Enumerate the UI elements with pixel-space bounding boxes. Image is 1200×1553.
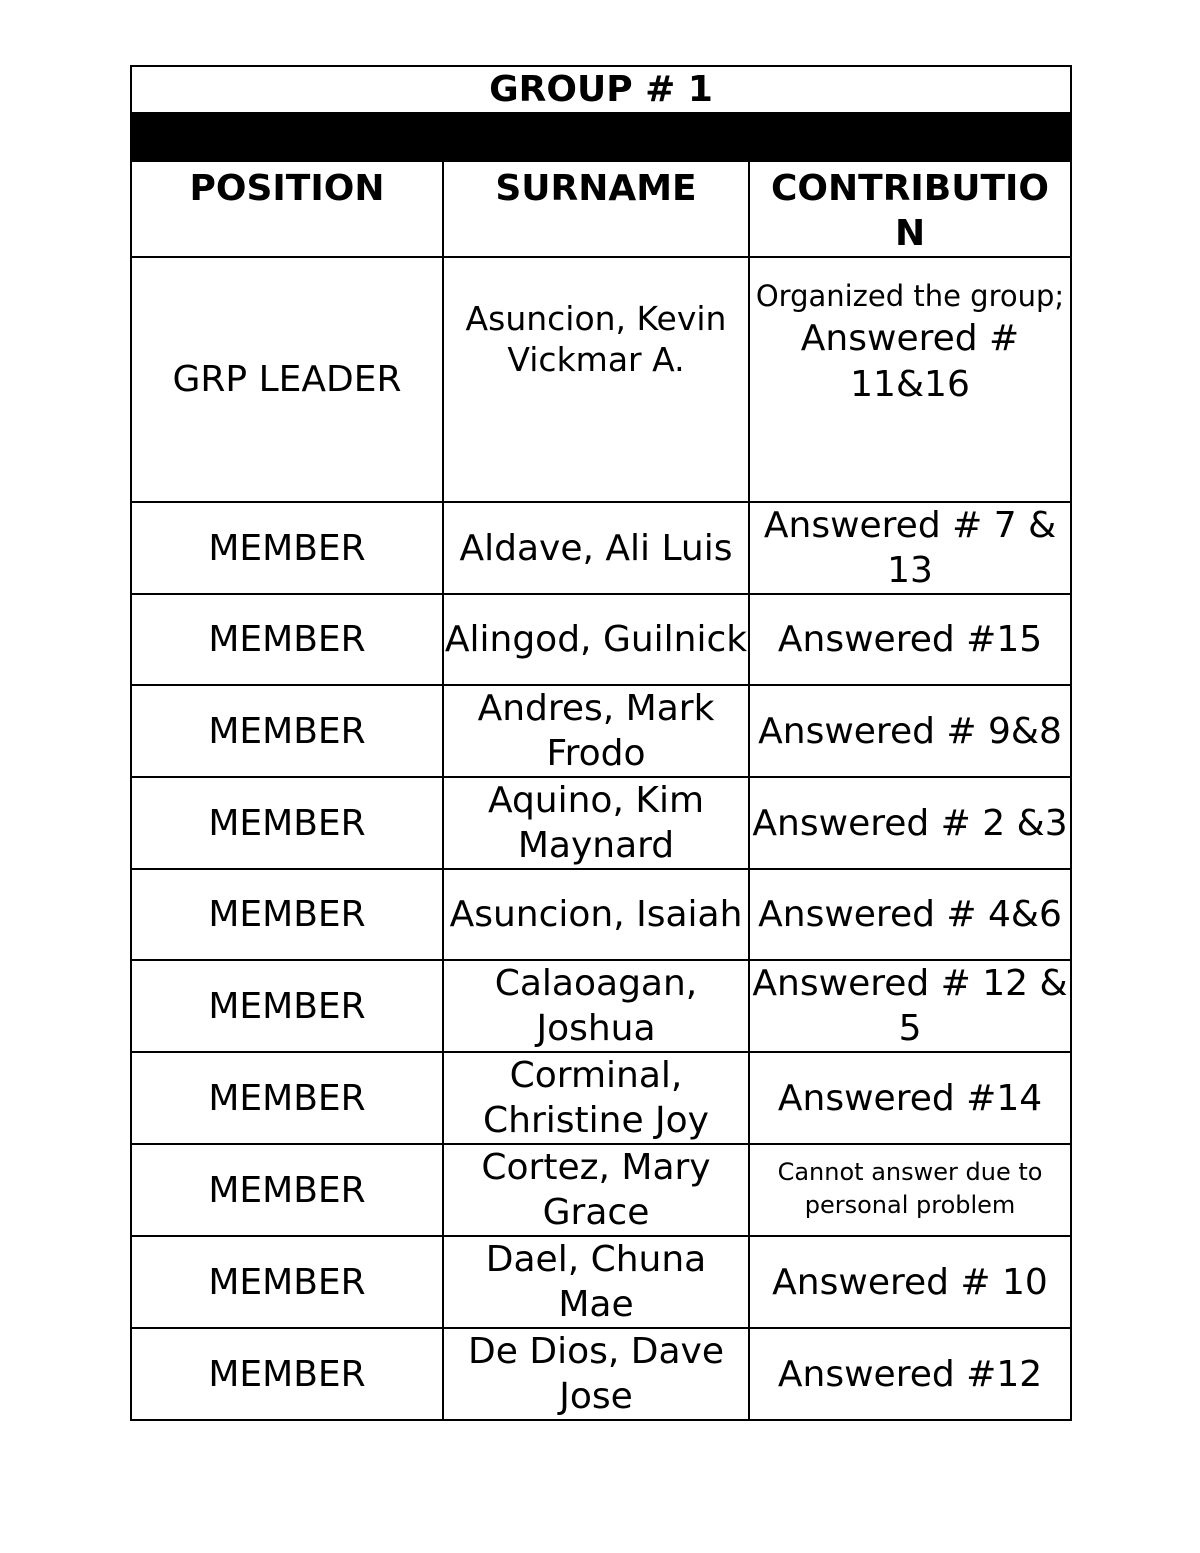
member-surname: Aldave, Ali Luis xyxy=(443,502,749,594)
header-contribution xyxy=(749,161,1071,257)
table-row-leader xyxy=(131,257,1071,502)
table-row xyxy=(131,869,1071,960)
member-surname: Asuncion, Isaiah xyxy=(443,869,749,960)
member-contribution xyxy=(749,1144,1071,1236)
member-surname: Corminal, Christine Joy xyxy=(443,1052,749,1144)
member-surname: Dael, Chuna Mae xyxy=(443,1236,749,1328)
member-contribution: Answered # 2 &3 xyxy=(749,777,1071,869)
member-surname: Calaoagan, Joshua xyxy=(443,960,749,1052)
leader-contribution-line1: Organized the group; xyxy=(755,279,1065,313)
member-surname: Aquino, Kim Maynard xyxy=(443,777,749,869)
member-position: MEMBER xyxy=(131,960,443,1052)
header-position: POSITION xyxy=(131,161,443,257)
member-contribution: Answered # 12 & 5 xyxy=(749,960,1071,1052)
member-contribution: Answered # 4&6 xyxy=(749,869,1071,960)
table-row xyxy=(131,1328,1071,1420)
table-row xyxy=(131,594,1071,685)
member-position: MEMBER xyxy=(131,869,443,960)
member-position: MEMBER xyxy=(131,1328,443,1420)
header-contribution-text: CONTRIBUTION xyxy=(770,168,1050,254)
header-surname: SURNAME xyxy=(443,161,749,257)
member-contribution: Answered #14 xyxy=(749,1052,1071,1144)
member-position: MEMBER xyxy=(131,502,443,594)
member-surname: Cortez, Mary Grace xyxy=(443,1144,749,1236)
table-row xyxy=(131,502,1071,594)
member-position: MEMBER xyxy=(131,594,443,685)
group-table xyxy=(130,65,1072,1421)
table-row xyxy=(131,1236,1071,1328)
member-contribution: Answered # 10 xyxy=(749,1236,1071,1328)
member-position: MEMBER xyxy=(131,777,443,869)
member-contribution: Answered # 7 & 13 xyxy=(749,502,1071,594)
table-row xyxy=(131,1144,1071,1236)
group-title: GROUP # 1 xyxy=(131,66,1071,113)
member-surname: Alingod, Guilnick xyxy=(443,594,749,685)
table-row xyxy=(131,960,1071,1052)
leader-contribution xyxy=(749,257,1071,502)
leader-surname: Asuncion, Kevin Vickmar A. xyxy=(443,257,749,502)
leader-contribution-line2: Answered # 11&16 xyxy=(800,317,1020,405)
member-contribution: Answered #15 xyxy=(749,594,1071,685)
leader-position: GRP LEADER xyxy=(131,257,443,502)
member-position: MEMBER xyxy=(131,1052,443,1144)
table-row xyxy=(131,1052,1071,1144)
member-contribution: Answered # 9&8 xyxy=(749,685,1071,777)
member-position: MEMBER xyxy=(131,685,443,777)
black-header-bar xyxy=(131,113,1071,161)
table-row xyxy=(131,777,1071,869)
member-position: MEMBER xyxy=(131,1144,443,1236)
member-contribution-text: Cannot answer due to personal problem xyxy=(777,1158,1043,1219)
table-row xyxy=(131,685,1071,777)
member-contribution: Answered #12 xyxy=(749,1328,1071,1420)
member-position: MEMBER xyxy=(131,1236,443,1328)
member-surname: De Dios, Dave Jose xyxy=(443,1328,749,1420)
member-surname: Andres, Mark Frodo xyxy=(443,685,749,777)
